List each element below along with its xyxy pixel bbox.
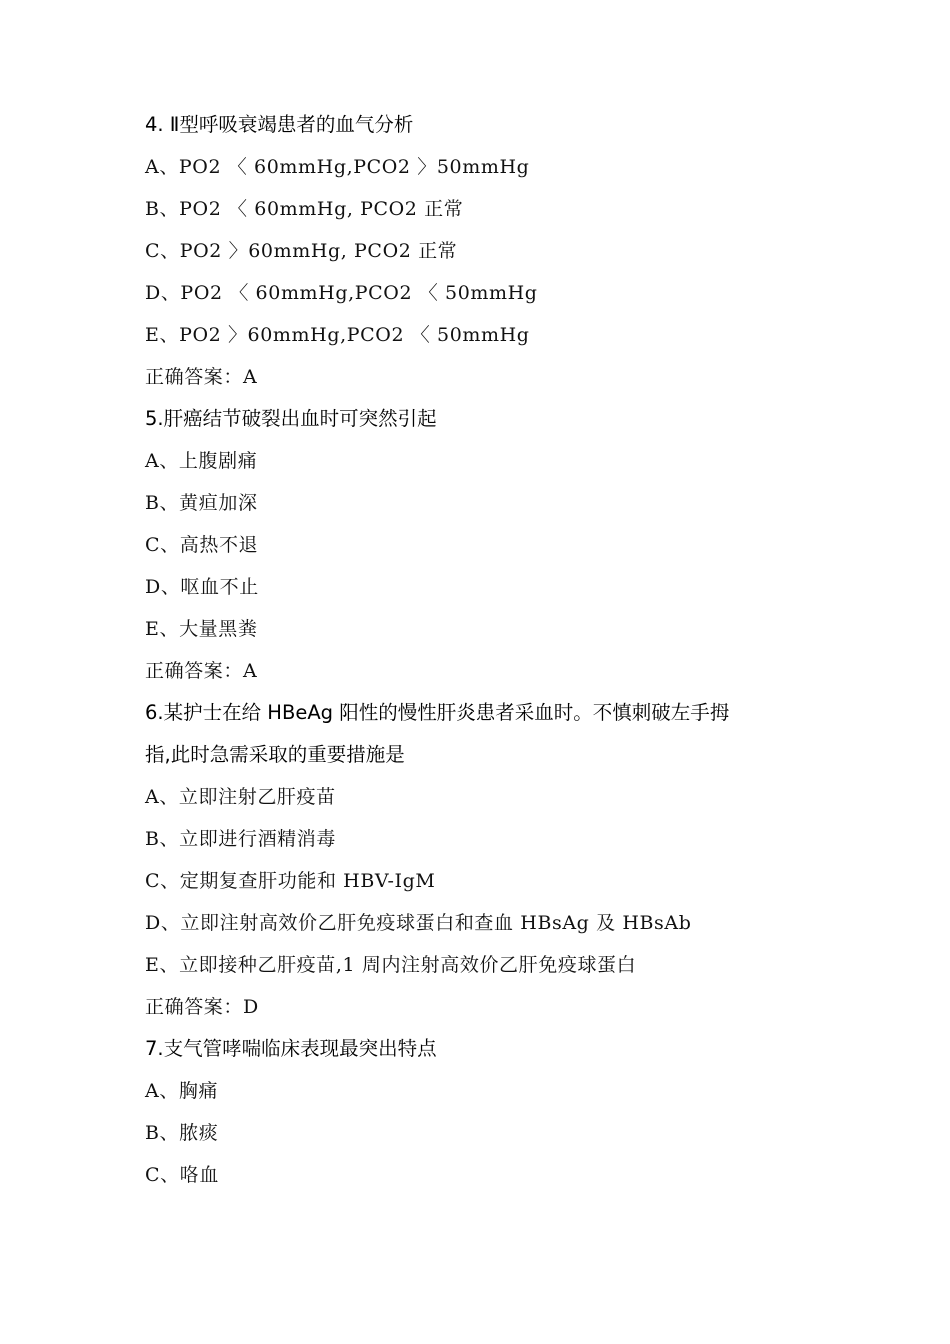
correct-answer: 正确答案：A	[145, 660, 258, 682]
option-d: D、呕血不止	[145, 576, 259, 598]
option-e: E、PO2 〉60mmHg,PCO2 〈 50mmHg	[145, 324, 530, 346]
question-4	[145, 104, 825, 398]
option-c: C、咯血	[145, 1164, 219, 1186]
question-stem: 5.肝癌结节破裂出血时可突然引起	[145, 407, 437, 430]
question-6	[145, 692, 825, 1028]
option-b: B、脓痰	[145, 1122, 219, 1144]
option-c: C、定期复查肝功能和 HBV-IgM	[145, 870, 436, 892]
option-a: A、胸痛	[145, 1080, 219, 1102]
option-c: C、PO2 〉60mmHg, PCO2 正常	[145, 240, 458, 262]
question-7	[145, 1028, 825, 1196]
correct-answer: 正确答案：D	[145, 996, 259, 1018]
option-a: A、上腹剧痛	[145, 450, 258, 472]
question-5	[145, 398, 825, 692]
question-list	[145, 104, 825, 1196]
option-d: D、立即注射高效价乙肝免疫球蛋白和查血 HBsAg 及 HBsAb	[145, 912, 692, 934]
option-b: B、立即进行酒精消毒	[145, 828, 336, 850]
option-b: B、PO2 〈 60mmHg, PCO2 正常	[145, 198, 464, 220]
option-c: C、高热不退	[145, 534, 259, 556]
question-stem: 7.支气管哮喘临床表现最突出特点	[145, 1037, 437, 1060]
option-b: B、黄疸加深	[145, 492, 258, 514]
question-stem: 6.某护士在给 HBeAg 阳性的慢性肝炎患者采血时。不慎刺破左手拇	[145, 701, 730, 724]
option-a: A、PO2 〈 60mmHg,PCO2 〉50mmHg	[145, 156, 530, 178]
correct-answer: 正确答案：A	[145, 366, 258, 388]
option-a: A、立即注射乙肝疫苗	[145, 786, 336, 808]
question-stem-continued: 指,此时急需采取的重要措施是	[145, 743, 405, 766]
option-e: E、大量黑粪	[145, 618, 258, 640]
option-e: E、立即接种乙肝疫苗,1 周内注射高效价乙肝免疫球蛋白	[145, 954, 637, 976]
question-stem: 4. Ⅱ型呼吸衰竭患者的血气分析	[145, 113, 414, 136]
option-d: D、PO2 〈 60mmHg,PCO2 〈 50mmHg	[145, 282, 538, 304]
